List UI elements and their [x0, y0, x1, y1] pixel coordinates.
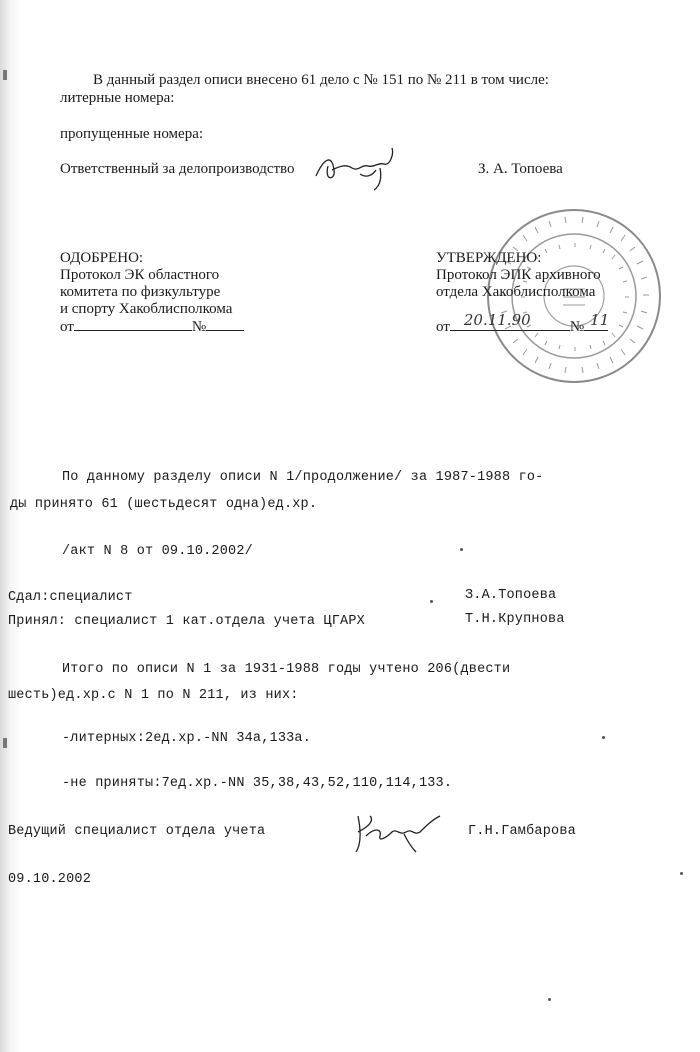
total-line-1: Итого по описи N 1 за 1931-1988 годы учтено 206(двести — [62, 662, 511, 677]
literal-numbers-label: литерные номера: — [60, 90, 175, 106]
approved-date-line — [60, 318, 244, 336]
paper-speck — [460, 548, 463, 551]
responsible-label: Ответственный за делопроизводство — [60, 161, 295, 177]
signature-topoeva — [310, 140, 400, 192]
confirmed-title: УТВЕРЖДЕНО: — [436, 250, 542, 266]
responsible-name: З. А. Топоева — [478, 161, 563, 177]
confirmed-from-label: от — [436, 319, 450, 335]
confirmed-line-2: отдела Хакоблисполкома — [436, 284, 596, 300]
confirmed-date-line — [436, 311, 610, 336]
confirmed-number-handwritten: 11 — [590, 311, 610, 329]
confirmed-number-blank — [584, 311, 610, 331]
binding-mark — [3, 738, 7, 748]
paper-speck — [602, 736, 605, 739]
approved-date-blank — [74, 318, 192, 331]
approved-title: ОДОБРЕНО: — [60, 250, 144, 266]
confirmed-date-blank — [450, 311, 570, 331]
accepted-name: Т.Н.Крупнова — [465, 612, 565, 627]
confirmed-line-1: Протокол ЭПК архивного — [436, 267, 601, 283]
paper-speck — [430, 600, 433, 603]
confirmed-date-handwritten: 20.11.90 — [463, 311, 531, 329]
section-summary-line-1: По данному разделу описи N 1/продолжение/ за 1987-1988 го- — [62, 470, 544, 485]
approved-number-blank — [206, 318, 244, 331]
binding-mark — [3, 70, 7, 80]
accepted-label: Принял: специалист 1 кат.отдела учета ЦГАРХ — [8, 614, 365, 629]
confirmed-number-label: № — [569, 319, 585, 335]
literal-items-line: -литерных:2ед.хр.-NN 34а,133а. — [62, 731, 312, 746]
signature-gambarova — [352, 806, 444, 858]
handed-over-label: Сдал:специалист — [8, 590, 133, 605]
inventory-summary-line: В данный раздел описи внесено 61 дело с № 151 по № 211 в том числе: — [93, 72, 549, 88]
lead-specialist-label: Ведущий специалист отдела учета — [8, 824, 266, 839]
paper-speck — [548, 998, 551, 1001]
not-accepted-line: -не приняты:7ед.хр.-NN 35,38,43,52,110,114,133. — [62, 776, 453, 791]
approved-from-label: от — [60, 319, 74, 335]
handed-over-name: З.А.Топоева — [465, 588, 557, 603]
document-date: 09.10.2002 — [8, 872, 92, 887]
approved-line-2: комитета по физкультуре — [60, 284, 221, 300]
lead-specialist-name: Г.Н.Гамбарова — [468, 824, 576, 839]
section-summary-line-2: ды принято 61 (шестьдесят одна)ед.хр. — [10, 497, 318, 512]
approved-line-3: и спорту Хакоблисполкома — [60, 301, 233, 317]
act-reference: /акт N 8 от 09.10.2002/ — [62, 544, 253, 559]
paper-speck — [680, 872, 683, 875]
missing-numbers-label: пропущенные номера: — [60, 126, 204, 142]
approved-line-1: Протокол ЭК областного — [60, 267, 220, 283]
total-line-2: шесть)ед.хр.с N 1 по N 211, из них: — [8, 688, 299, 703]
approved-number-label: № — [191, 319, 207, 335]
